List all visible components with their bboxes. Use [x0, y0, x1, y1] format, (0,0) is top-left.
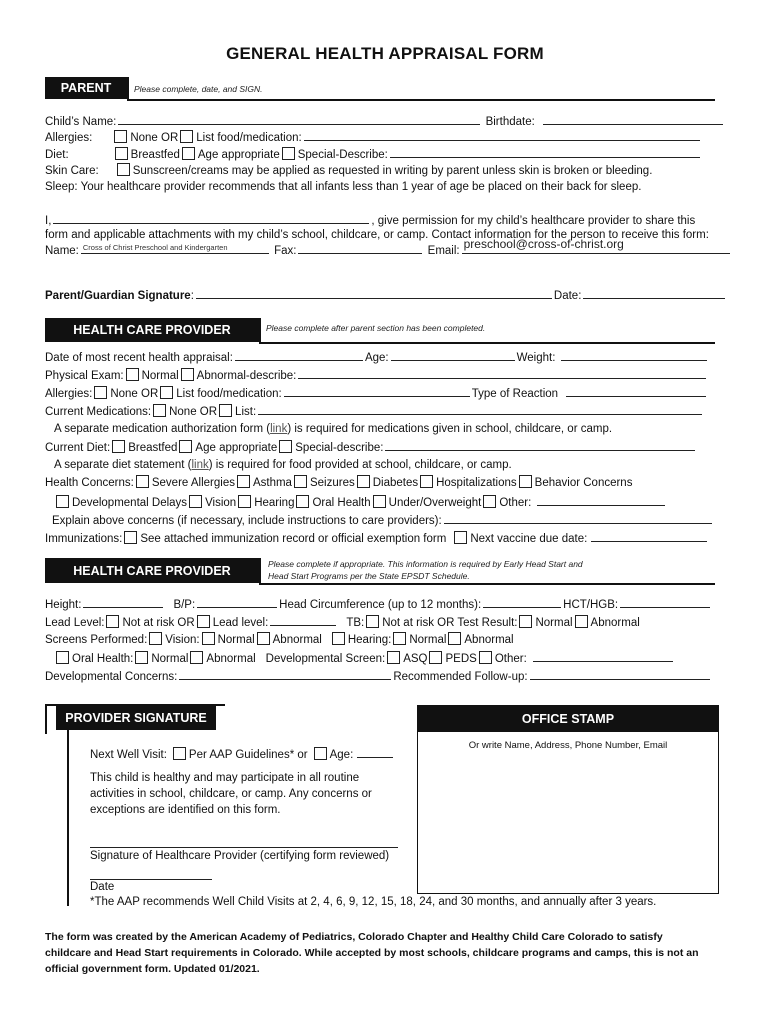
oral-normal-checkbox[interactable]: [135, 651, 148, 664]
lead-level-field[interactable]: [270, 614, 336, 626]
seizures-checkbox[interactable]: [294, 475, 307, 488]
contact-fax-field[interactable]: [298, 242, 422, 254]
provider-signature-caption: Signature of Healthcare Provider (certifying form reviewed): [90, 850, 390, 862]
hcp-epsdt-section-tab: HEALTH CARE PROVIDER: [45, 558, 259, 583]
diet-stmt-row: A separate diet statement (link) is required for food provided at school, childcare, or camp.: [54, 459, 512, 471]
measurements-row: Height: B/P: Head Circumference (up to 12 months): HCT/HGB:: [45, 596, 715, 614]
sleep-row: Sleep: Your healthcare provider recommends that all infants less than 1 year of age be placed on their back for sleep.: [45, 181, 642, 193]
next-visit-row: Next Well Visit: Per AAP Guidelines* or Age:: [90, 746, 395, 761]
contact-row: Name: Cross of Christ Preschool and Kindergarten Fax: Email: preschool@cross-of-christ.org: [45, 242, 715, 260]
hcp-allergies-list-checkbox[interactable]: [160, 386, 173, 399]
permission-row-2: form and applicable attachments with my child’s school, childcare, or camp. Contact information for the person to receive this form:: [45, 229, 709, 241]
meds-list-checkbox[interactable]: [219, 404, 232, 417]
hcp-epsdt-note: Please complete if appropriate. This information is required by Early Head Start and Head Start Programs per the State EPSDT Schedule.: [268, 559, 583, 581]
parent-signature-field[interactable]: [196, 287, 552, 299]
hcp-epsdt-rule: [259, 583, 715, 585]
oral-dev-row: Oral Health: Normal Abnormal Developmental Screen: ASQ PEDS Other:: [54, 650, 715, 668]
next-vaccine-field[interactable]: [591, 530, 707, 542]
next-vaccine-checkbox[interactable]: [454, 531, 467, 544]
hcp-allergies-list-field[interactable]: [284, 385, 470, 397]
physical-exam-row: Physical Exam: Normal Abnormal-describe:: [45, 367, 715, 385]
per-aap-checkbox[interactable]: [173, 747, 186, 760]
followup-field[interactable]: [530, 668, 710, 680]
meds-none-checkbox[interactable]: [153, 404, 166, 417]
other-concern-checkbox[interactable]: [483, 495, 496, 508]
meds-list-field[interactable]: [258, 403, 702, 415]
vision-abnormal-checkbox[interactable]: [257, 632, 270, 645]
parent-signature-row: Parent/Guardian Signature: Date:: [45, 287, 715, 305]
dev-other-checkbox[interactable]: [479, 651, 492, 664]
hcp-section-tab: HEALTH CARE PROVIDER: [45, 318, 259, 342]
diet-special-field[interactable]: [390, 146, 700, 158]
behavior-checkbox[interactable]: [519, 475, 532, 488]
hcp-epsdt-divider: [259, 558, 261, 585]
form-title: GENERAL HEALTH APPRAISAL FORM: [226, 44, 544, 63]
appraisal-date-field[interactable]: [235, 349, 363, 361]
health-concerns-row: Health Concerns: Severe Allergies Asthma Seizures Diabetes Hospitalizations Behavior Concerns: [45, 477, 633, 489]
allergies-none-checkbox[interactable]: [114, 130, 127, 143]
vision-checkbox[interactable]: [189, 495, 202, 508]
oral-screen-checkbox[interactable]: [56, 651, 69, 664]
diet-special-checkbox[interactable]: [282, 147, 295, 160]
med-auth-link[interactable]: link: [270, 423, 288, 435]
med-auth-row: A separate medication authorization form (link) is required for medications given in school, childcare, or camp.: [54, 423, 613, 435]
hearing-checkbox[interactable]: [238, 495, 251, 508]
skin-care-row: Skin Care: Sunscreen/creams may be applied as requested in writing by parent unless skin is broken or bleeding.: [45, 165, 653, 177]
diet-stmt-link[interactable]: link: [191, 459, 209, 471]
oral-health-checkbox[interactable]: [296, 495, 309, 508]
appraisal-date-row: Date of most recent health appraisal: Age: Weight:: [45, 349, 715, 367]
tb-normal-checkbox[interactable]: [519, 615, 532, 628]
hospitalizations-checkbox[interactable]: [420, 475, 433, 488]
exam-normal-checkbox[interactable]: [126, 368, 139, 381]
diet-breastfed-checkbox[interactable]: [115, 147, 128, 160]
healthy-statement: This child is healthy and may participate in all routine activities in school, childcare, or camp. Any concerns or exceptions are identified on this form.: [90, 772, 372, 816]
next-visit-age-field[interactable]: [357, 746, 393, 758]
bp-field[interactable]: [197, 596, 277, 608]
dev-other-field[interactable]: [533, 650, 673, 662]
contact-email-field[interactable]: preschool@cross-of-christ.org: [462, 242, 730, 254]
parent-name-field[interactable]: [53, 212, 369, 224]
provider-signature-tab: PROVIDER SIGNATURE: [56, 705, 216, 730]
lead-level-checkbox[interactable]: [197, 615, 210, 628]
severe-allergies-checkbox[interactable]: [136, 475, 149, 488]
head-circ-field[interactable]: [483, 596, 561, 608]
skin-care-checkbox[interactable]: [117, 163, 130, 176]
explain-row: Explain above concerns (if necessary, include instructions to care providers):: [52, 512, 715, 530]
allergies-list-field[interactable]: [304, 129, 700, 141]
allergies-list-checkbox[interactable]: [180, 130, 193, 143]
allergies-row: Allergies: None OR List food/medication:: [45, 129, 715, 147]
hcp-section-divider: [259, 318, 261, 344]
hcp-diet-age-checkbox[interactable]: [179, 440, 192, 453]
diabetes-checkbox[interactable]: [357, 475, 370, 488]
current-meds-row: Current Medications: None OR List:: [45, 403, 715, 421]
reaction-type-field[interactable]: [566, 385, 706, 397]
signature-date-caption: Date: [90, 881, 115, 893]
screens-row: Screens Performed: Vision: Normal Abnormal Hearing: Normal Abnormal: [45, 634, 514, 646]
parent-date-field[interactable]: [583, 287, 725, 299]
appraisal-age-field[interactable]: [391, 349, 515, 361]
dev-delays-checkbox[interactable]: [56, 495, 69, 508]
vision-screen-checkbox[interactable]: [149, 632, 162, 645]
parent-section-rule: [127, 99, 715, 101]
provider-signature-line[interactable]: [90, 847, 398, 848]
oral-abnormal-checkbox[interactable]: [190, 651, 203, 664]
appraisal-weight-field[interactable]: [561, 349, 707, 361]
permission-row: I, , give permission for my child’s healthcare provider to share this: [45, 212, 715, 230]
exam-abnormal-checkbox[interactable]: [181, 368, 194, 381]
footer-note: The form was created by the American Academy of Pediatrics, Colorado Chapter and Healthy Child Care Colorado to satisfy childcare and Head Start requirements in Colorado. While accepted by most schools, childcare programs and camps, this is not an official government form. Updated 01/2021.: [45, 931, 699, 975]
other-concern-field[interactable]: [537, 494, 665, 506]
parent-section-divider: [127, 77, 129, 101]
aap-note: *The AAP recommends Well Child Visits at 2, 4, 6, 9, 12, 15, 18, 24, and 30 months, and annually after 3 years.: [90, 896, 657, 908]
office-stamp-tab: OFFICE STAMP: [418, 706, 718, 732]
office-stamp-note: Or write Name, Address, Phone Number, Email: [468, 740, 668, 751]
asthma-checkbox[interactable]: [237, 475, 250, 488]
lead-tb-row: Lead Level: Not at risk OR Lead level: TB: Not at risk OR Test Result: Normal Abnormal: [45, 614, 715, 632]
hcp-section-note: Please complete after parent section has been completed.: [266, 323, 486, 333]
diet-row: Diet: Breastfed Age appropriate Special-Describe:: [45, 146, 715, 164]
office-stamp-box[interactable]: [417, 705, 719, 894]
parent-section-tab: PARENT: [45, 77, 127, 99]
height-field[interactable]: [83, 596, 163, 608]
immunization-record-checkbox[interactable]: [124, 531, 137, 544]
birthdate-field[interactable]: [543, 113, 723, 125]
asq-checkbox[interactable]: [387, 651, 400, 664]
immunizations-row: Immunizations: See attached immunization record or official exemption form Next vaccine due date:: [45, 530, 715, 548]
next-visit-age-checkbox[interactable]: [314, 747, 327, 760]
provider-signature-side-rule: [67, 730, 69, 906]
parent-section-note: Please complete, date, and SIGN.: [134, 84, 263, 94]
tb-not-at-risk-checkbox[interactable]: [366, 615, 379, 628]
dev-concerns-row: Developmental Concerns: Recommended Follow-up:: [45, 668, 715, 686]
exam-abnormal-field[interactable]: [298, 367, 706, 379]
hearing-abnormal-checkbox[interactable]: [448, 632, 461, 645]
lead-not-at-risk-checkbox[interactable]: [106, 615, 119, 628]
hearing-screen-checkbox[interactable]: [332, 632, 345, 645]
hearing-normal-checkbox[interactable]: [393, 632, 406, 645]
current-diet-row: Current Diet: Breastfed Age appropriate Special-describe:: [45, 439, 715, 457]
child-name-field[interactable]: [118, 113, 480, 125]
tb-abnormal-checkbox[interactable]: [575, 615, 588, 628]
hcp-section-rule: [259, 342, 715, 344]
peds-checkbox[interactable]: [429, 651, 442, 664]
contact-name-field[interactable]: Cross of Christ Preschool and Kindergarten: [81, 242, 269, 254]
explain-field[interactable]: [444, 512, 712, 524]
hct-field[interactable]: [620, 596, 710, 608]
hcp-diet-breastfed-checkbox[interactable]: [112, 440, 125, 453]
health-concerns-row-2: Developmental Delays Vision Hearing Oral Health Under/Overweight Other:: [54, 494, 715, 512]
hcp-allergies-none-checkbox[interactable]: [94, 386, 107, 399]
diet-age-appropriate-checkbox[interactable]: [182, 147, 195, 160]
hcp-diet-special-checkbox[interactable]: [279, 440, 292, 453]
dev-concerns-field[interactable]: [179, 668, 391, 680]
vision-normal-checkbox[interactable]: [202, 632, 215, 645]
hcp-diet-special-field[interactable]: [385, 439, 695, 451]
under-over-checkbox[interactable]: [373, 495, 386, 508]
hcp-allergies-row: Allergies: None OR List food/medication: Type of Reaction: [45, 385, 715, 403]
child-name-row: Child’s Name: Birthdate:: [45, 113, 715, 131]
signature-date-line[interactable]: [90, 879, 212, 880]
